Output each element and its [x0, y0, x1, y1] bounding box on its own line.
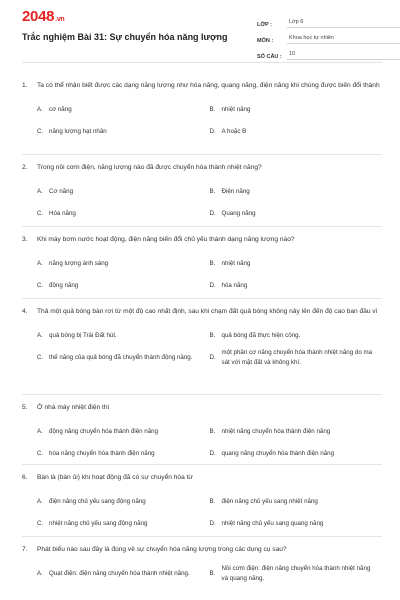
- option-d[interactable]: [210, 203, 383, 225]
- question-number: 1.: [22, 82, 28, 89]
- option-d[interactable]: [210, 513, 383, 535]
- option-b[interactable]: [210, 99, 383, 121]
- options: [22, 491, 382, 535]
- option-c[interactable]: [37, 203, 210, 225]
- question-2: [22, 162, 382, 227]
- meta-value: 10: [287, 51, 400, 60]
- option-text: nhiệt năng chủ yếu sang quang năng: [221, 520, 324, 527]
- option-a[interactable]: [37, 99, 210, 121]
- option-a[interactable]: [37, 563, 210, 585]
- option-a[interactable]: [37, 253, 210, 275]
- option-text: điện năng chủ yếu sang nhiệt năng: [221, 498, 318, 505]
- option-letter: D.: [209, 450, 216, 457]
- option-b[interactable]: [210, 181, 383, 203]
- option-text: nhiệt năng: [221, 106, 251, 113]
- option-letter: B.: [209, 428, 216, 435]
- option-c[interactable]: [37, 513, 210, 535]
- option-text: một phần cơ năng chuyển hóa thành nhiệt năng do ma sát với mặt đất và không khí.: [221, 349, 373, 366]
- option-letter: B.: [209, 332, 216, 339]
- option-letter: D.: [209, 354, 216, 361]
- option-text: quả bóng đã thực hiện công.: [221, 332, 301, 339]
- option-text: nhiệt năng chuyển hóa thành điện năng: [221, 428, 331, 435]
- option-text: năng lượng hạt nhân: [49, 128, 107, 135]
- option-letter: C.: [37, 210, 44, 217]
- option-letter: D.: [209, 520, 216, 527]
- meta-row-subject: [257, 30, 400, 44]
- question-number: 3.: [22, 236, 28, 243]
- option-text: Điện năng: [221, 188, 250, 195]
- option-text: động năng chuyển hóa thành điện năng: [49, 428, 159, 435]
- option-text: Cơ năng: [49, 188, 74, 195]
- meta-value: Lớp 6: [287, 19, 400, 28]
- options: [22, 421, 382, 465]
- option-letter: D.: [209, 128, 216, 135]
- quiz-title: Trắc nghiệm Bài 31: Sự chuyển hóa năng lượng: [22, 32, 228, 42]
- option-text: năng lượng ánh sáng: [49, 260, 109, 267]
- meta-key: MÔN :: [257, 38, 274, 44]
- option-letter: A.: [37, 260, 43, 267]
- question-7: [22, 544, 382, 600]
- option-text: A hoặc B: [221, 128, 247, 135]
- option-letter: B.: [209, 498, 216, 505]
- option-a[interactable]: [37, 325, 210, 347]
- question-text: Bàn là (bàn ủi) khi hoạt động đã có sự chuyển hóa từ: [37, 474, 193, 481]
- option-d[interactable]: [210, 347, 383, 369]
- option-letter: D.: [209, 282, 216, 289]
- option-a[interactable]: [37, 181, 210, 203]
- question-text: Khi máy bơm nước hoạt động, điện năng biến đổi chủ yếu thành dạng năng lượng nào?: [37, 236, 295, 243]
- option-text: quả bóng bị Trái Đất hút.: [49, 332, 117, 339]
- logo-number: 2048: [22, 8, 55, 25]
- option-text: thế năng của quả bóng đã chuyển thành động năng.: [49, 354, 193, 361]
- option-letter: B.: [209, 570, 216, 577]
- option-text: cơ năng: [49, 106, 72, 113]
- option-c[interactable]: [37, 121, 210, 143]
- option-text: Quạt điện: điện năng chuyển hóa thành nhiệt năng.: [49, 570, 190, 577]
- option-b[interactable]: [210, 421, 383, 443]
- question-number: 6.: [22, 474, 28, 481]
- option-c[interactable]: [37, 347, 210, 369]
- option-letter: C.: [37, 354, 44, 361]
- question-4: [22, 306, 382, 395]
- question-5: [22, 402, 382, 465]
- question-text: Phát biểu nào sau đây là đúng về sự chuyển hóa năng lượng trong các dụng cụ sau?: [37, 546, 287, 553]
- options: [22, 253, 382, 297]
- option-text: Hóa năng: [49, 210, 76, 217]
- option-letter: C.: [37, 520, 44, 527]
- option-letter: D.: [209, 210, 216, 217]
- question-text: Ta có thể nhận biết được các dạng năng lượng như hóa năng, quang năng, điện năng khi chúng được biến đổi thành: [37, 82, 380, 89]
- option-letter: A.: [37, 106, 43, 113]
- question-number: 4.: [22, 308, 28, 315]
- option-letter: A.: [37, 188, 43, 195]
- option-text: nhiệt năng: [221, 260, 251, 267]
- option-text: hóa năng: [221, 282, 248, 289]
- option-letter: C.: [37, 282, 44, 289]
- option-d[interactable]: [210, 121, 383, 143]
- option-text: Nồi cơm điện: điện năng chuyển hóa thành nhiệt năng và quang năng.: [221, 565, 371, 582]
- question-text: Thả một quả bóng bàn rơi từ một độ cao nhất định, sau khi chạm đất quả bóng không nảy lên đến độ cao ban đầu vì: [37, 308, 378, 315]
- option-text: động năng: [49, 282, 79, 289]
- question-text: Ở nhà máy nhiệt điện thì: [37, 404, 110, 411]
- option-text: điện năng chủ yếu sang động năng: [49, 498, 146, 505]
- meta-value: Khoa học tự nhiên: [287, 35, 400, 44]
- options: [22, 563, 382, 585]
- question-6: [22, 472, 382, 537]
- option-c[interactable]: [37, 275, 210, 297]
- option-a[interactable]: [37, 491, 210, 513]
- option-c[interactable]: [37, 443, 210, 465]
- question-number: 5.: [22, 404, 28, 411]
- option-d[interactable]: [210, 275, 383, 297]
- option-a[interactable]: [37, 421, 210, 443]
- meta-row-class: [257, 14, 400, 28]
- question-3: [22, 234, 382, 299]
- question-text: Trong nồi cơm điện, năng lượng nào đã được chuyển hóa thành nhiệt năng?: [37, 164, 262, 171]
- option-letter: A.: [37, 570, 43, 577]
- option-letter: B.: [209, 106, 216, 113]
- quiz-meta: [257, 14, 400, 62]
- logo-domain: .vn: [55, 16, 65, 23]
- option-d[interactable]: [210, 443, 383, 465]
- option-b[interactable]: [210, 491, 383, 513]
- option-letter: B.: [209, 260, 216, 267]
- options: [22, 181, 382, 225]
- option-letter: B.: [209, 188, 216, 195]
- meta-key: SỐ CÂU :: [257, 54, 282, 60]
- option-letter: A.: [37, 332, 43, 339]
- options: [22, 325, 382, 369]
- option-text: Quang năng: [221, 210, 256, 217]
- option-text: hóa năng chuyển hóa thành điện năng: [49, 450, 155, 457]
- option-letter: A.: [37, 498, 43, 505]
- question-1: [22, 80, 382, 155]
- option-text: quang năng chuyển hóa thành điện năng: [221, 450, 335, 457]
- option-text: nhiệt năng chủ yếu sang động năng: [49, 520, 148, 527]
- question-number: 2.: [22, 164, 28, 171]
- meta-row-count: [257, 46, 400, 60]
- option-b[interactable]: [210, 325, 383, 347]
- option-letter: A.: [37, 428, 43, 435]
- option-b[interactable]: [210, 253, 383, 275]
- site-logo[interactable]: [22, 8, 64, 25]
- option-letter: C.: [37, 450, 44, 457]
- quiz-header: [22, 0, 382, 63]
- option-b[interactable]: [210, 563, 383, 585]
- meta-key: LỚP :: [257, 22, 272, 28]
- question-number: 7.: [22, 546, 28, 553]
- option-letter: C.: [37, 128, 44, 135]
- options: [22, 99, 382, 143]
